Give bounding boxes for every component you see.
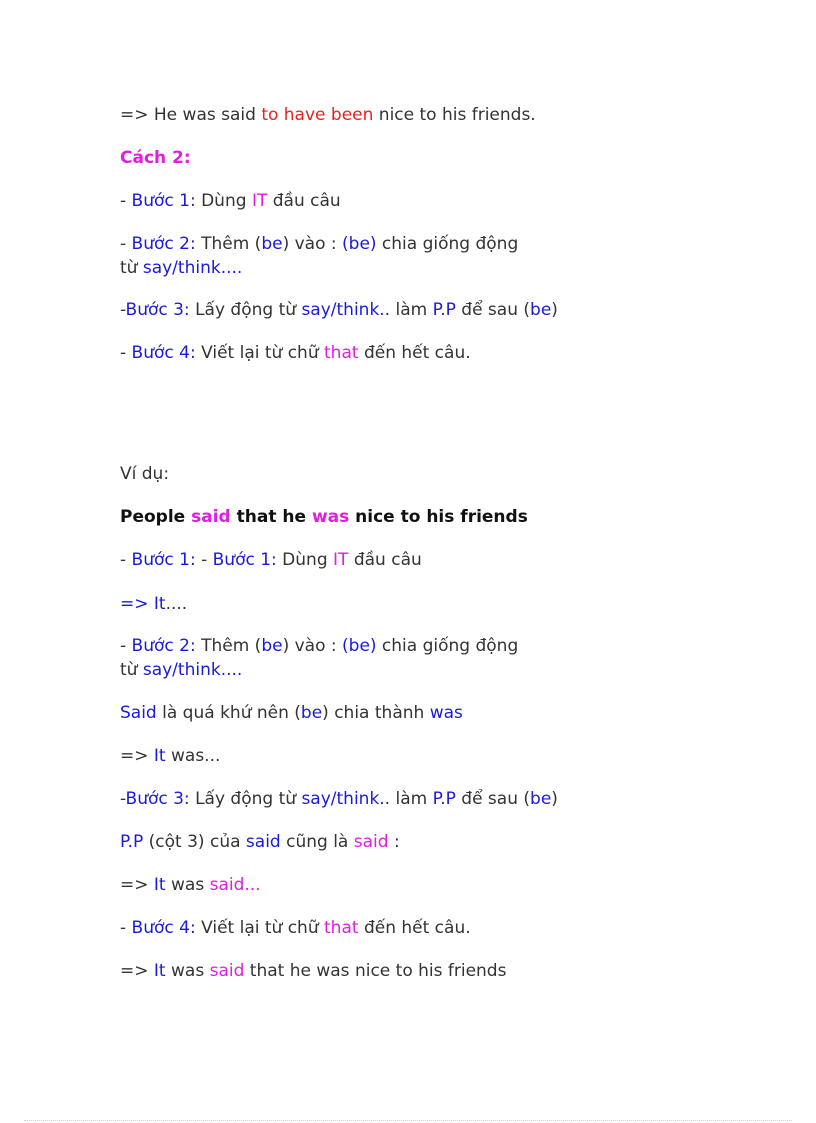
example-heading: Ví dụ: — [120, 464, 170, 484]
keyword: say/think.. — [301, 300, 391, 320]
text: đến hết câu. — [358, 918, 471, 938]
example-step-2-line-cont — [120, 658, 242, 682]
highlight-text: to have been — [261, 105, 374, 125]
step-label: Bước 1: — [212, 550, 277, 570]
text: Thêm ( — [195, 234, 262, 254]
text: - — [120, 550, 132, 570]
text: chia giống động — [376, 636, 519, 656]
keyword: was — [311, 507, 350, 527]
example-step-2-line — [120, 634, 518, 658]
text: Lấy động từ — [189, 300, 302, 320]
text: từ — [120, 258, 143, 278]
keyword: said — [209, 961, 245, 981]
step-label: Bước 4: — [131, 918, 196, 938]
keyword: said... — [209, 875, 261, 895]
text: - — [120, 234, 132, 254]
text: ) vào : — [282, 234, 343, 254]
text: : — [388, 832, 400, 852]
text: was — [165, 875, 210, 895]
text: Lấy động từ — [189, 789, 302, 809]
step-label: Bước 3: — [125, 789, 190, 809]
text: - — [120, 191, 132, 211]
text: - — [120, 300, 126, 320]
text: ) — [551, 789, 558, 809]
example-step-1-line — [120, 548, 422, 572]
step-2-line — [120, 232, 518, 256]
keyword: It — [153, 875, 166, 895]
step-label: Bước 2: — [131, 234, 196, 254]
keyword: be — [300, 703, 323, 723]
text: ) — [551, 300, 558, 320]
step-label: Bước 1: — [131, 550, 196, 570]
text: => — [120, 961, 154, 981]
text: để sau ( — [455, 300, 531, 320]
keyword: (be) — [342, 234, 377, 254]
keyword: say/think.. — [301, 789, 391, 809]
example-result-line — [120, 103, 536, 127]
text: was... — [165, 746, 221, 766]
example-step-4-line — [120, 916, 471, 940]
text: => — [120, 875, 154, 895]
example-final-result — [120, 959, 506, 983]
keyword: P.P — [432, 789, 456, 809]
text: - — [120, 343, 132, 363]
text: từ — [120, 660, 143, 680]
step-3-line — [120, 298, 558, 322]
text: .... — [165, 594, 188, 614]
text: People — [120, 507, 192, 527]
text: đến hết câu. — [358, 343, 471, 363]
step-4-line — [120, 341, 471, 365]
step-2-line-cont — [120, 256, 242, 280]
text: làm — [390, 789, 433, 809]
example-sentence — [120, 505, 528, 529]
page-bottom-rule — [24, 1120, 792, 1121]
text: đầu câu — [267, 191, 341, 211]
text: Viết lại từ chữ — [195, 343, 325, 363]
text: - — [195, 550, 213, 570]
text: (cột 3) của — [143, 832, 246, 852]
text: - — [120, 918, 132, 938]
text: nice to his friends — [349, 507, 528, 527]
text: để sau ( — [455, 789, 531, 809]
text: - — [120, 789, 126, 809]
step-label: Bước 2: — [131, 636, 196, 656]
text: that he was nice to his friends — [244, 961, 507, 981]
example-result-1 — [120, 592, 187, 616]
keyword: say/think.... — [142, 660, 243, 680]
keyword: be — [530, 789, 552, 809]
example-result-2 — [120, 744, 220, 768]
example-result-3 — [120, 873, 261, 897]
keyword: was — [429, 703, 463, 723]
text: cũng là — [280, 832, 354, 852]
step-1-line — [120, 189, 341, 213]
keyword: said — [353, 832, 389, 852]
text: làm — [390, 300, 433, 320]
keyword: be — [261, 234, 283, 254]
method-2-heading: Cách 2: — [120, 148, 191, 168]
keyword: be — [261, 636, 283, 656]
text: => — [120, 746, 154, 766]
text: Dùng — [195, 191, 252, 211]
keyword: that — [324, 343, 359, 363]
keyword: say/think.... — [142, 258, 243, 278]
keyword: => It — [120, 594, 166, 614]
keyword: said — [191, 507, 231, 527]
keyword: It — [153, 961, 166, 981]
text: that he — [230, 507, 312, 527]
text: Dùng — [276, 550, 334, 570]
keyword: (be) — [342, 636, 377, 656]
text: => He was said — [120, 105, 262, 125]
example-pp-explain — [120, 830, 400, 854]
keyword: said — [245, 832, 281, 852]
text: Viết lại từ chữ — [195, 918, 325, 938]
keyword: P.P — [120, 832, 144, 852]
text: ) vào : — [282, 636, 343, 656]
step-label: Bước 4: — [131, 343, 196, 363]
keyword: be — [530, 300, 552, 320]
text: Thêm ( — [195, 636, 262, 656]
text: là quá khứ nên ( — [156, 703, 301, 723]
text: đầu câu — [348, 550, 422, 570]
keyword: IT — [251, 191, 268, 211]
keyword: It — [153, 746, 166, 766]
keyword: IT — [333, 550, 349, 570]
text: - — [120, 636, 132, 656]
text: was — [165, 961, 210, 981]
text: nice to his friends. — [373, 105, 536, 125]
step-label: Bước 3: — [125, 300, 190, 320]
text: chia giống động — [376, 234, 519, 254]
step-label: Bước 1: — [131, 191, 196, 211]
keyword: P.P — [432, 300, 456, 320]
text: ) chia thành — [322, 703, 430, 723]
example-explain-said — [120, 701, 463, 725]
keyword: Said — [120, 703, 157, 723]
keyword: that — [324, 918, 359, 938]
example-step-3-line — [120, 787, 558, 811]
